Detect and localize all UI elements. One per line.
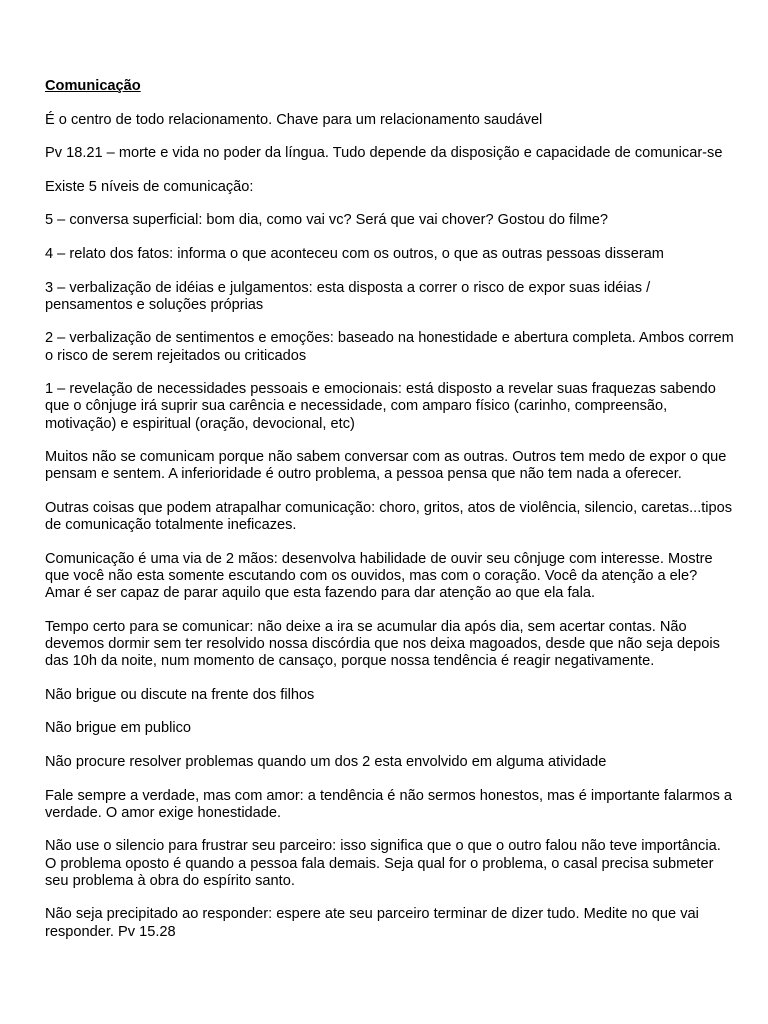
paragraph-truth: Fale sempre a verdade, mas com amor: a tendência é não sermos honestos, mas é importante falarmos a verdade. O amor exige honestidade. [45, 787, 733, 821]
paragraph-levels-intro: Existe 5 níveis de comunicação: [45, 178, 254, 195]
paragraph-barriers: Muitos não se comunicam porque não sabem conversar com as outras. Outros tem medo de expor o que pensam e sentem. A inferioridade é outro problema, a pessoa pensa que não tem nada a oferecer. [45, 449, 727, 483]
document-page [45, 78, 735, 957]
paragraph-silence: Não use o silencio para frustrar seu parceiro: isso significa que o que o outro falou não teve importância. O problema oposto é quando a pessoa fala demais. Seja qual for o problema, o casal precisa submeter seu problema à obra do espírito santo. [45, 838, 721, 889]
paragraph-intro: É o centro de todo relacionamento. Chave para um relacionamento saudável [45, 111, 543, 128]
paragraph-public: Não brigue em publico [45, 720, 192, 737]
paragraph-level-1: 1 – revelação de necessidades pessoais e emocionais: está disposto a revelar suas fraquezas sabendo que o cônjuge irá suprir sua carência e necessidade, com amparo físico (carinho, compreensão, motivação) e espiritual (oração, devocional, etc) [45, 381, 716, 432]
paragraph-hasty: Não seja precipitado ao responder: espere ate seu parceiro terminar de dizer tudo. Medite no que vai responder. Pv 15.28 [45, 906, 699, 940]
paragraph-proverbs-18-21: Pv 18.21 – morte e vida no poder da língua. Tudo depende da disposição e capacidade de comunicar-se [45, 145, 723, 162]
paragraph-two-way: Comunicação é uma via de 2 mãos: desenvolva habilidade de ouvir seu cônjuge com interesse. Mostre que você não esta somente escutando com os ouvidos, mas com o coração. Você da atenção a ele? Amar é ser capaz de parar aquilo que esta fazendo para dar atenção ao que ela fala. [45, 550, 713, 602]
paragraph-level-2: 2 – verbalização de sentimentos e emoções: baseado na honestidade e abertura completa. Ambos correm o risco de serem rejeitados ou criticados [45, 330, 734, 364]
paragraph-children: Não brigue ou discute na frente dos filhos [45, 686, 315, 703]
paragraph-right-time: Tempo certo para se comunicar: não deixe a ira se acumular dia após dia, sem acertar contas. Não devemos dormir sem ter resolvido nossa discórdia que nos deixa magoados, desde que não seja depois das 10h da noite, num momento de cansaço, porque nossa tendência é reagir negativamente. [45, 618, 720, 670]
paragraph-level-5: 5 – conversa superficial: bom dia, como vai vc? Será que vai chover? Gostou do filme? [45, 212, 608, 229]
document-title: Comunicação [45, 78, 141, 94]
paragraph-other-obstacles: Outras coisas que podem atrapalhar comunicação: choro, gritos, atos de violência, silencio, caretas...tipos de comunicação totalmente ineficazes. [45, 499, 733, 534]
paragraph-activity: Não procure resolver problemas quando um dos 2 esta envolvido em alguma atividade [45, 753, 607, 770]
paragraph-level-3: 3 – verbalização de idéias e julgamentos: esta disposta a correr o risco de expor suas idéias / pensamentos e soluções próprias [45, 279, 651, 313]
paragraph-level-4: 4 – relato dos fatos: informa o que aconteceu com os outros, o que as outras pessoas disseram [45, 245, 664, 262]
